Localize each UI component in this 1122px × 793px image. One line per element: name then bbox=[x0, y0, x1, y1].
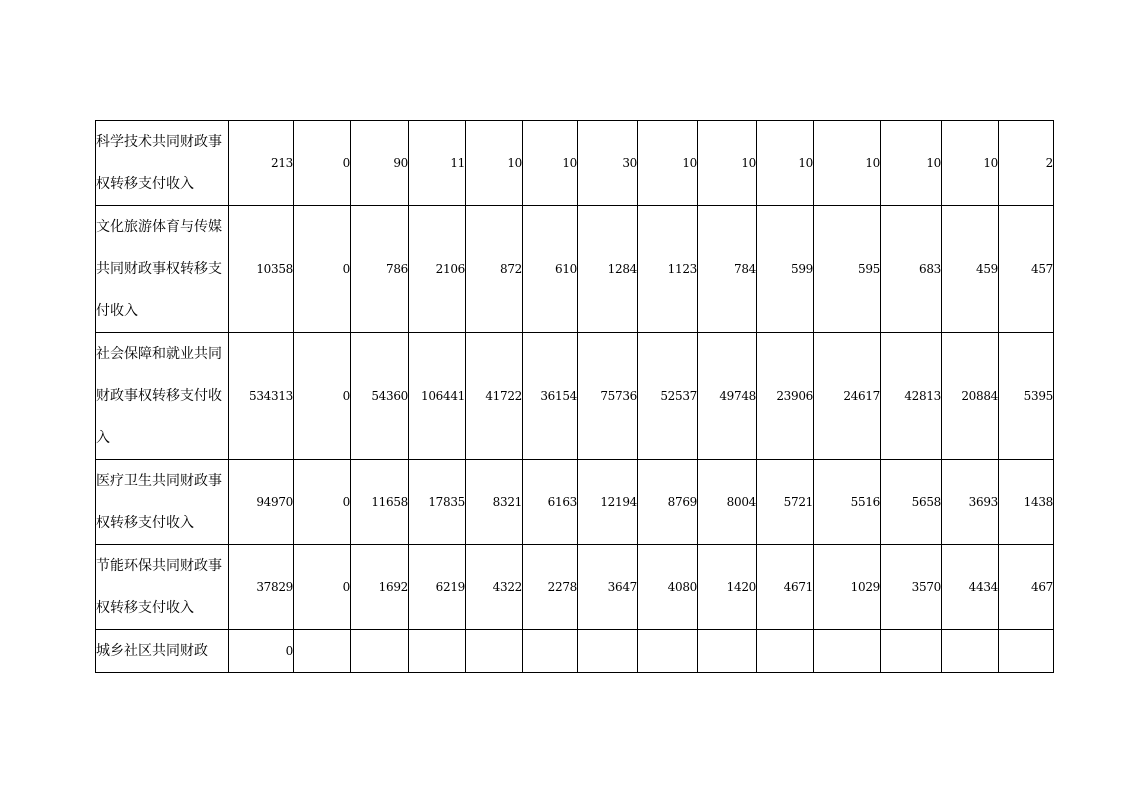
table-cell: 42813 bbox=[881, 333, 942, 460]
table-cell: 36154 bbox=[523, 333, 578, 460]
table-cell: 49748 bbox=[698, 333, 757, 460]
table-cell bbox=[698, 630, 757, 673]
table-cell: 10 bbox=[638, 121, 698, 206]
table-cell: 0 bbox=[294, 545, 351, 630]
table-cell: 5658 bbox=[881, 460, 942, 545]
table-cell: 4671 bbox=[757, 545, 814, 630]
table-cell: 4080 bbox=[638, 545, 698, 630]
table-row bbox=[96, 460, 1054, 545]
table-cell: 2106 bbox=[409, 206, 466, 333]
table-cell: 5721 bbox=[757, 460, 814, 545]
table-cell: 595 bbox=[814, 206, 881, 333]
table-cell: 610 bbox=[523, 206, 578, 333]
table-row bbox=[96, 333, 1054, 460]
row-label: 医疗卫生共同财政事权转移支付收入 bbox=[96, 460, 229, 545]
table-cell: 10 bbox=[757, 121, 814, 206]
table-cell bbox=[578, 630, 638, 673]
table-cell: 872 bbox=[466, 206, 523, 333]
table-row bbox=[96, 630, 1054, 673]
table-cell: 8004 bbox=[698, 460, 757, 545]
table-cell: 5395 bbox=[999, 333, 1054, 460]
table-cell: 3570 bbox=[881, 545, 942, 630]
budget-table bbox=[95, 120, 1054, 673]
table-cell: 457 bbox=[999, 206, 1054, 333]
table-cell bbox=[523, 630, 578, 673]
table-cell: 2278 bbox=[523, 545, 578, 630]
table-cell: 459 bbox=[942, 206, 999, 333]
table-row bbox=[96, 206, 1054, 333]
table-cell bbox=[351, 630, 409, 673]
table-cell: 6163 bbox=[523, 460, 578, 545]
table-cell: 6219 bbox=[409, 545, 466, 630]
row-label: 节能环保共同财政事权转移支付收入 bbox=[96, 545, 229, 630]
table-cell: 4434 bbox=[942, 545, 999, 630]
table-cell: 1029 bbox=[814, 545, 881, 630]
table-cell: 786 bbox=[351, 206, 409, 333]
table-cell: 213 bbox=[229, 121, 294, 206]
table-cell: 10 bbox=[881, 121, 942, 206]
table-cell: 1420 bbox=[698, 545, 757, 630]
table-cell bbox=[409, 630, 466, 673]
table-cell: 54360 bbox=[351, 333, 409, 460]
table-cell: 24617 bbox=[814, 333, 881, 460]
table-cell: 5516 bbox=[814, 460, 881, 545]
table-cell: 0 bbox=[294, 121, 351, 206]
table-cell: 75736 bbox=[578, 333, 638, 460]
table-cell: 17835 bbox=[409, 460, 466, 545]
table-body bbox=[96, 121, 1054, 673]
row-label: 文化旅游体育与传媒共同财政事权转移支付收入 bbox=[96, 206, 229, 333]
table-cell: 10 bbox=[523, 121, 578, 206]
table-cell bbox=[881, 630, 942, 673]
row-label: 科学技术共同财政事权转移支付收入 bbox=[96, 121, 229, 206]
table-cell: 11 bbox=[409, 121, 466, 206]
table-cell: 683 bbox=[881, 206, 942, 333]
table-cell: 0 bbox=[294, 460, 351, 545]
table-row bbox=[96, 121, 1054, 206]
table-cell: 0 bbox=[294, 206, 351, 333]
table-cell bbox=[294, 630, 351, 673]
table-cell: 1123 bbox=[638, 206, 698, 333]
table-cell: 534313 bbox=[229, 333, 294, 460]
table-cell: 599 bbox=[757, 206, 814, 333]
table-cell: 1284 bbox=[578, 206, 638, 333]
table-cell: 3647 bbox=[578, 545, 638, 630]
table-cell: 20884 bbox=[942, 333, 999, 460]
table-cell: 784 bbox=[698, 206, 757, 333]
table-cell: 23906 bbox=[757, 333, 814, 460]
table-cell: 37829 bbox=[229, 545, 294, 630]
table-cell: 4322 bbox=[466, 545, 523, 630]
table-cell bbox=[999, 630, 1054, 673]
table-cell: 52537 bbox=[638, 333, 698, 460]
table-cell bbox=[814, 630, 881, 673]
table-cell: 10358 bbox=[229, 206, 294, 333]
table-cell: 1438 bbox=[999, 460, 1054, 545]
table-cell: 10 bbox=[466, 121, 523, 206]
table-cell bbox=[942, 630, 999, 673]
table-cell: 12194 bbox=[578, 460, 638, 545]
table-cell: 30 bbox=[578, 121, 638, 206]
table-cell: 90 bbox=[351, 121, 409, 206]
table-cell: 10 bbox=[698, 121, 757, 206]
table-cell: 467 bbox=[999, 545, 1054, 630]
table-cell bbox=[638, 630, 698, 673]
table-cell: 0 bbox=[229, 630, 294, 673]
table-cell: 1692 bbox=[351, 545, 409, 630]
table-cell: 2 bbox=[999, 121, 1054, 206]
row-label: 社会保障和就业共同财政事权转移支付收入 bbox=[96, 333, 229, 460]
table-cell: 106441 bbox=[409, 333, 466, 460]
table-cell: 8321 bbox=[466, 460, 523, 545]
table-cell: 8769 bbox=[638, 460, 698, 545]
table-row bbox=[96, 545, 1054, 630]
row-label: 城乡社区共同财政 bbox=[96, 630, 229, 673]
table-cell: 11658 bbox=[351, 460, 409, 545]
table-cell: 10 bbox=[814, 121, 881, 206]
table-cell bbox=[466, 630, 523, 673]
table-cell bbox=[757, 630, 814, 673]
table-cell: 0 bbox=[294, 333, 351, 460]
table-cell: 94970 bbox=[229, 460, 294, 545]
table-cell: 10 bbox=[942, 121, 999, 206]
table-cell: 3693 bbox=[942, 460, 999, 545]
table-cell: 41722 bbox=[466, 333, 523, 460]
